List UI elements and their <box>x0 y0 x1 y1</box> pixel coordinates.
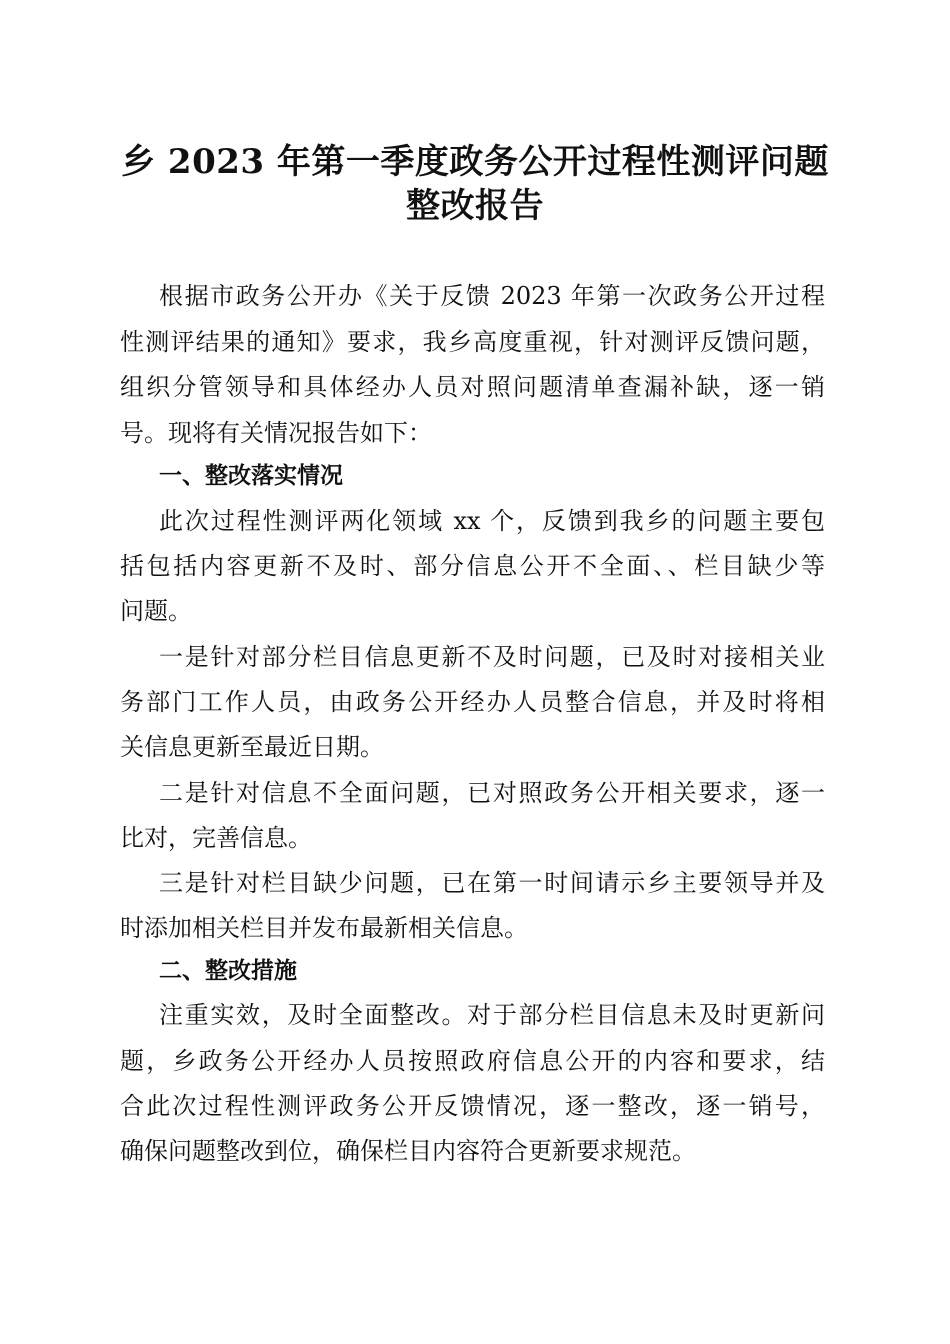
paragraph-5-line-4: 确保问题整改到位，确保栏目内容符合更新要求规范。 <box>120 1137 696 1165</box>
paragraph-1-line-1: 此次过程性测评两化领域 xx 个，反馈到我乡的问题主要包 <box>159 507 825 535</box>
paragraph-2-line-1: 一是针对部分栏目信息更新不及时问题，已及时对接相关业 <box>159 643 825 671</box>
paragraph-4-line-1: 三是针对栏目缺少问题，已在第一时间请示乡主要领导并及 <box>159 869 825 897</box>
paragraph-1-line-3: 问题。 <box>120 597 192 625</box>
paragraph-3-line-1: 二是针对信息不全面问题，已对照政务公开相关要求，逐一 <box>159 779 825 807</box>
paragraph-intro-line-3: 组织分管领导和具体经办人员对照问题清单查漏补缺，逐一销 <box>120 373 825 401</box>
document-title-line-1: 乡 2023 年第一季度政务公开过程性测评问题 <box>121 142 829 182</box>
paragraph-2-line-2: 务部门工作人员，由政务公开经办人员整合信息，并及时将相 <box>120 688 825 716</box>
paragraph-5-line-2: 题，乡政务公开经办人员按照政府信息公开的内容和要求，结 <box>120 1047 825 1075</box>
paragraph-4-line-2: 时添加相关栏目并发布最新相关信息。 <box>120 914 528 942</box>
paragraph-5-line-1: 注重实效，及时全面整改。对于部分栏目信息未及时更新问 <box>159 1001 825 1029</box>
paragraph-3-line-2: 比对，完善信息。 <box>120 824 312 852</box>
paragraph-intro-line-4: 号。现将有关情况报告如下： <box>120 419 432 447</box>
section-heading-2: 二、整改措施 <box>159 958 297 984</box>
paragraph-intro-line-2: 性测评结果的通知》要求，我乡高度重视，针对测评反馈问题， <box>120 328 825 356</box>
paragraph-1-line-2: 括包括内容更新不及时、部分信息公开不全面、、栏目缺少等 <box>120 552 825 580</box>
document-title-line-2: 整改报告 <box>406 186 544 226</box>
paragraph-5-line-3: 合此次过程性测评政务公开反馈情况，逐一整改，逐一销号， <box>120 1092 825 1120</box>
paragraph-2-line-3: 关信息更新至最近日期。 <box>120 733 384 761</box>
paragraph-intro-line-1: 根据市政务公开办《关于反馈 2023 年第一次政务公开过程 <box>159 282 825 310</box>
section-heading-1: 一、整改落实情况 <box>159 463 343 489</box>
